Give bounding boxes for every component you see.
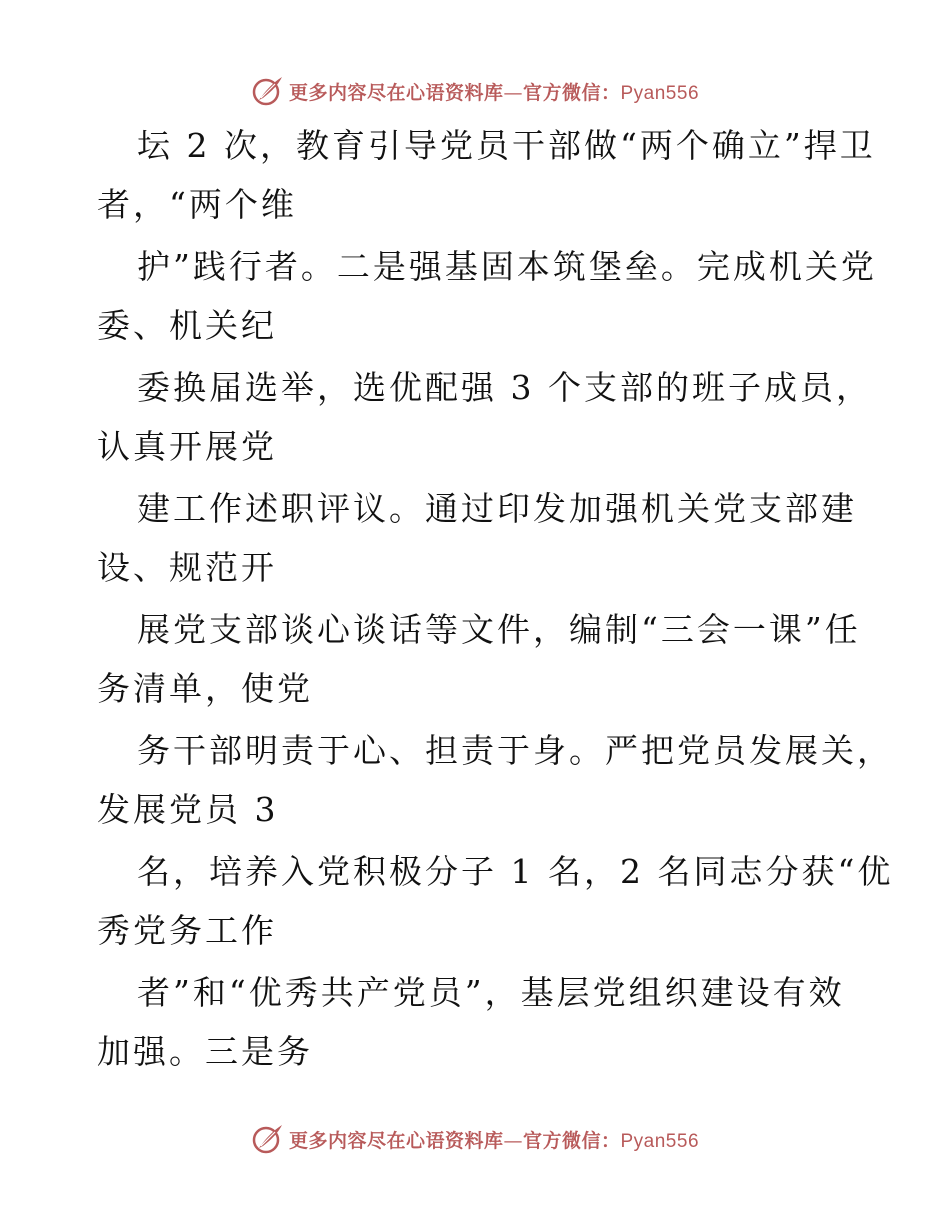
footer-watermark-banner (0, 1119, 950, 1159)
wechat-label: 官方微信： (522, 1129, 621, 1152)
feather-pen-circle-logo-icon (251, 1122, 285, 1156)
body-line: 务清单，使党 (97, 669, 313, 708)
body-line: 委、机关纪 (97, 306, 277, 345)
wechat-label: 官方微信： (522, 81, 621, 104)
body-line: 护”践行者。二是强基固本筑堡垒。完成机关党 (137, 247, 877, 286)
body-line: 委换届选举，选优配强 3 个支部的班子成员， (137, 368, 872, 407)
wechat-id: Pyan556 (620, 1130, 700, 1152)
body-line: 认真开展党 (97, 427, 277, 466)
body-line: 务干部明责于心、担责于身。严把党员发展关， (137, 731, 893, 770)
body-line: 展党支部谈心谈话等文件，编制“三会一课”任 (137, 610, 861, 649)
watermark-text (289, 78, 699, 105)
feather-pen-circle-logo-icon (251, 74, 285, 108)
body-line: 者，“两个维 (97, 185, 297, 224)
body-line: 名，培养入党积极分子 1 名，2 名同志分获“优 (137, 852, 894, 891)
watermark-text (289, 1126, 699, 1153)
body-line: 坛 2 次，教育引导党员干部做“两个确立”捍卫 (137, 126, 876, 165)
brand-text: 更多内容尽在心语资料库 (288, 81, 504, 104)
wechat-id: Pyan556 (620, 82, 700, 104)
body-line: 设、规范开 (97, 548, 277, 587)
separator: — (503, 1129, 523, 1152)
body-line: 者”和“优秀共产党员”，基层党组织建设有效 (137, 973, 845, 1012)
body-line: 发展党员 3 (97, 790, 279, 829)
body-line: 加强。三是务 (97, 1032, 313, 1071)
body-line: 秀党务工作 (97, 911, 277, 950)
body-line: 建工作述职评议。通过印发加强机关党支部建 (137, 489, 857, 528)
brand-text: 更多内容尽在心语资料库 (288, 1129, 504, 1152)
header-watermark-banner (0, 71, 950, 111)
separator: — (503, 81, 523, 104)
